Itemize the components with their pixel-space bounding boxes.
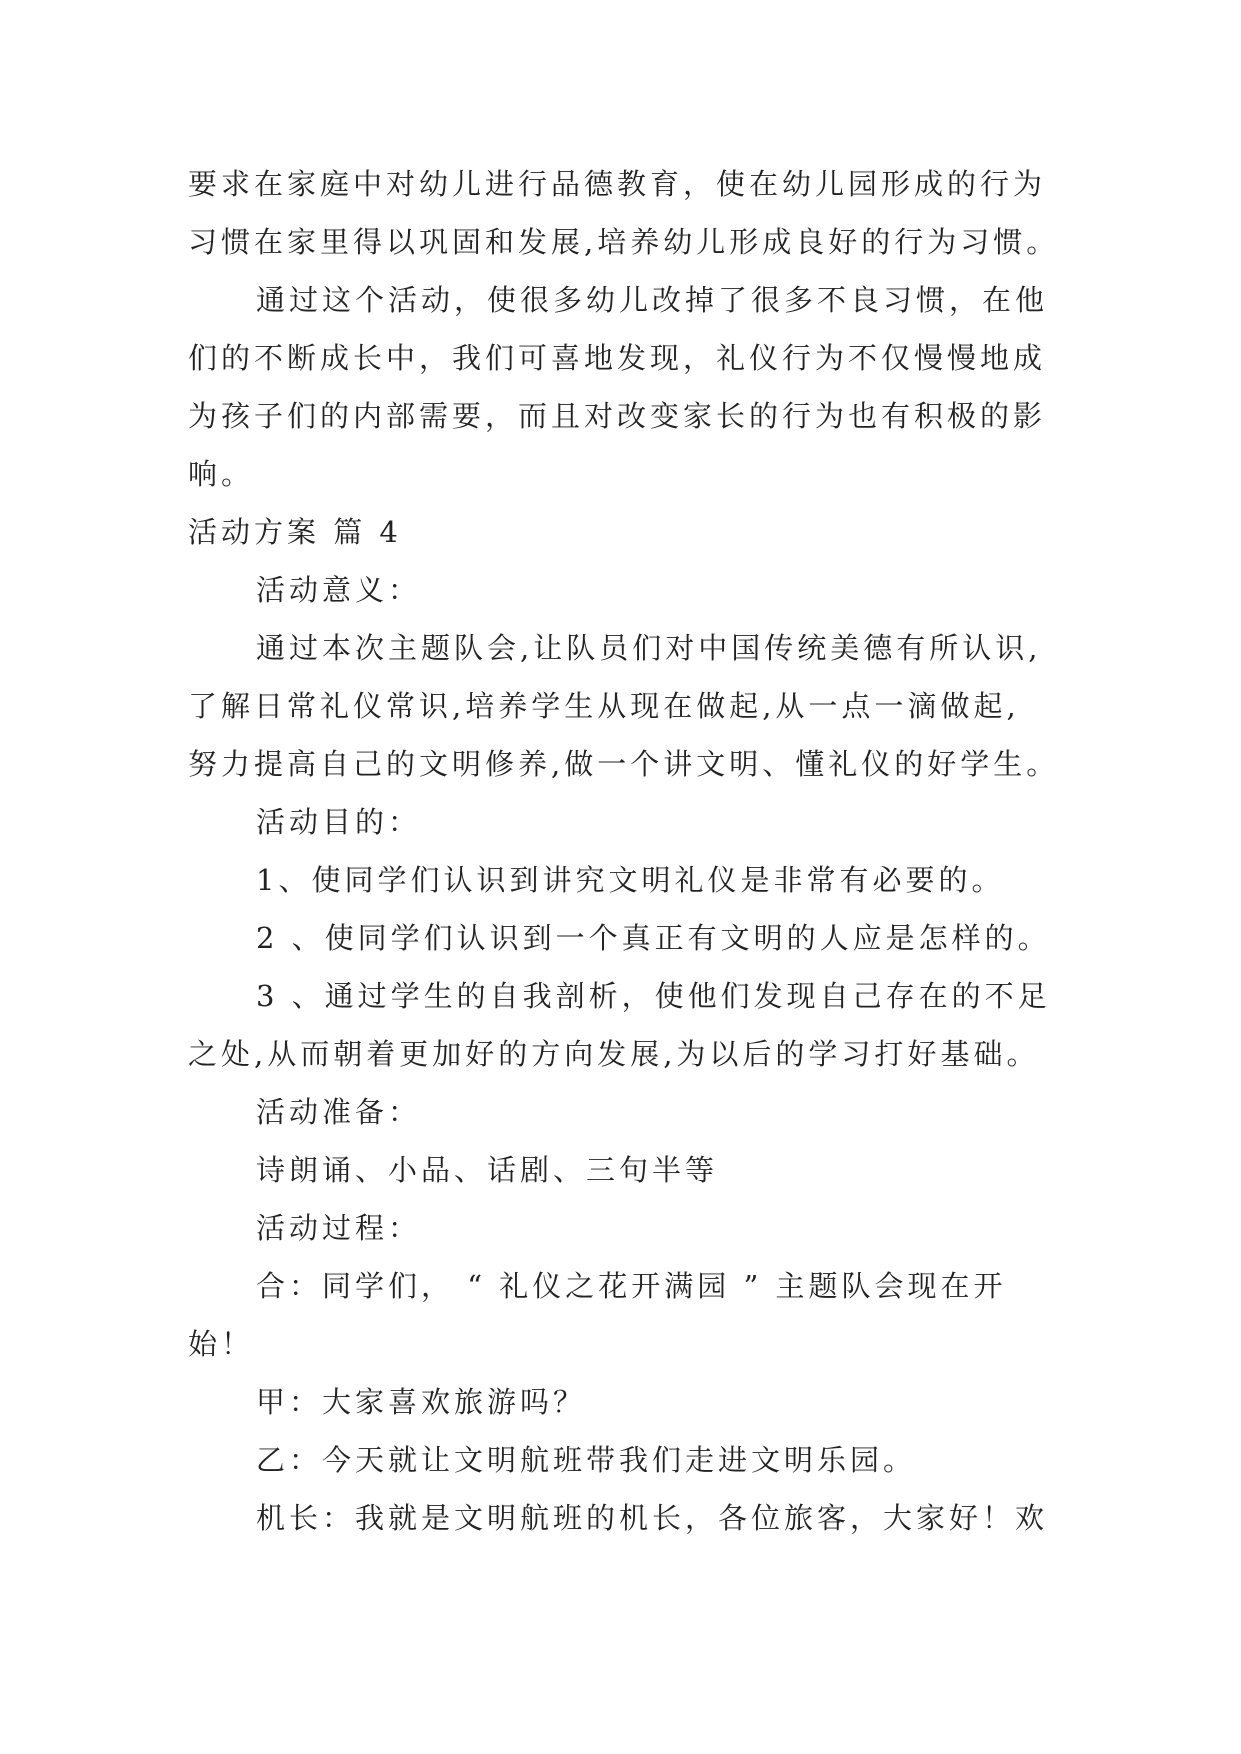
dialogue-line: 机长：我就是文明航班的机长，各位旅客，大家好！欢 bbox=[256, 1501, 1049, 1535]
paragraph-line: 通过本次主题队会,让队员们对中国传统美德有所认识, bbox=[256, 631, 1042, 665]
paragraph-line: 习惯在家里得以巩固和发展,培养幼儿形成良好的行为习惯。 bbox=[188, 225, 1060, 259]
subheading: 活动过程： bbox=[256, 1211, 422, 1245]
paragraph-line: 要求在家庭中对幼儿进行品德教育，使在幼儿园形成的行为 bbox=[188, 167, 1047, 201]
dialogue-line: 始！ bbox=[188, 1327, 255, 1361]
dialogue-line: 甲：大家喜欢旅游吗？ bbox=[256, 1385, 587, 1419]
subheading: 活动意义： bbox=[256, 573, 422, 607]
dialogue-line: 合：同学们， “ 礼仪之花开满园 ” 主题队会现在开 bbox=[256, 1269, 1007, 1303]
paragraph-line: 之处,从而朝着更加好的方向发展,为以后的学习打好基础。 bbox=[188, 1037, 1040, 1071]
paragraph-line: 为孩子们的内部需要，而且对改变家长的行为也有积极的影 bbox=[188, 399, 1047, 433]
subheading: 活动目的： bbox=[256, 805, 422, 839]
paragraph-line: 通过这个活动，使很多幼儿改掉了很多不良习惯，在他 bbox=[256, 283, 1049, 317]
list-item: 2 、使同学们认识到一个真正有文明的人应是怎样的。 bbox=[256, 921, 1051, 955]
paragraph-line: 响。 bbox=[188, 457, 255, 491]
dialogue-line: 乙：今天就让文明航班带我们走进文明乐园。 bbox=[256, 1443, 917, 1477]
section-heading: 活动方案 篇 4 bbox=[188, 515, 402, 549]
list-item: 3 、通过学生的自我剖析，使他们发现自己存在的不足 bbox=[256, 979, 1051, 1013]
paragraph-line: 诗朗诵、小品、话剧、三句半等 bbox=[256, 1153, 719, 1187]
paragraph-line: 们的不断成长中，我们可喜地发现，礼仪行为不仅慢慢地成 bbox=[188, 341, 1047, 375]
list-item: 1、使同学们认识到讲究文明礼仪是非常有必要的。 bbox=[256, 863, 1005, 897]
paragraph-line: 努力提高自己的文明修养,做一个讲文明、懂礼仪的好学生。 bbox=[188, 747, 1060, 781]
subheading: 活动准备： bbox=[256, 1095, 422, 1129]
paragraph-line: 了解日常礼仪常识,培养学生从现在做起,从一点一滴做起, bbox=[188, 689, 1020, 723]
